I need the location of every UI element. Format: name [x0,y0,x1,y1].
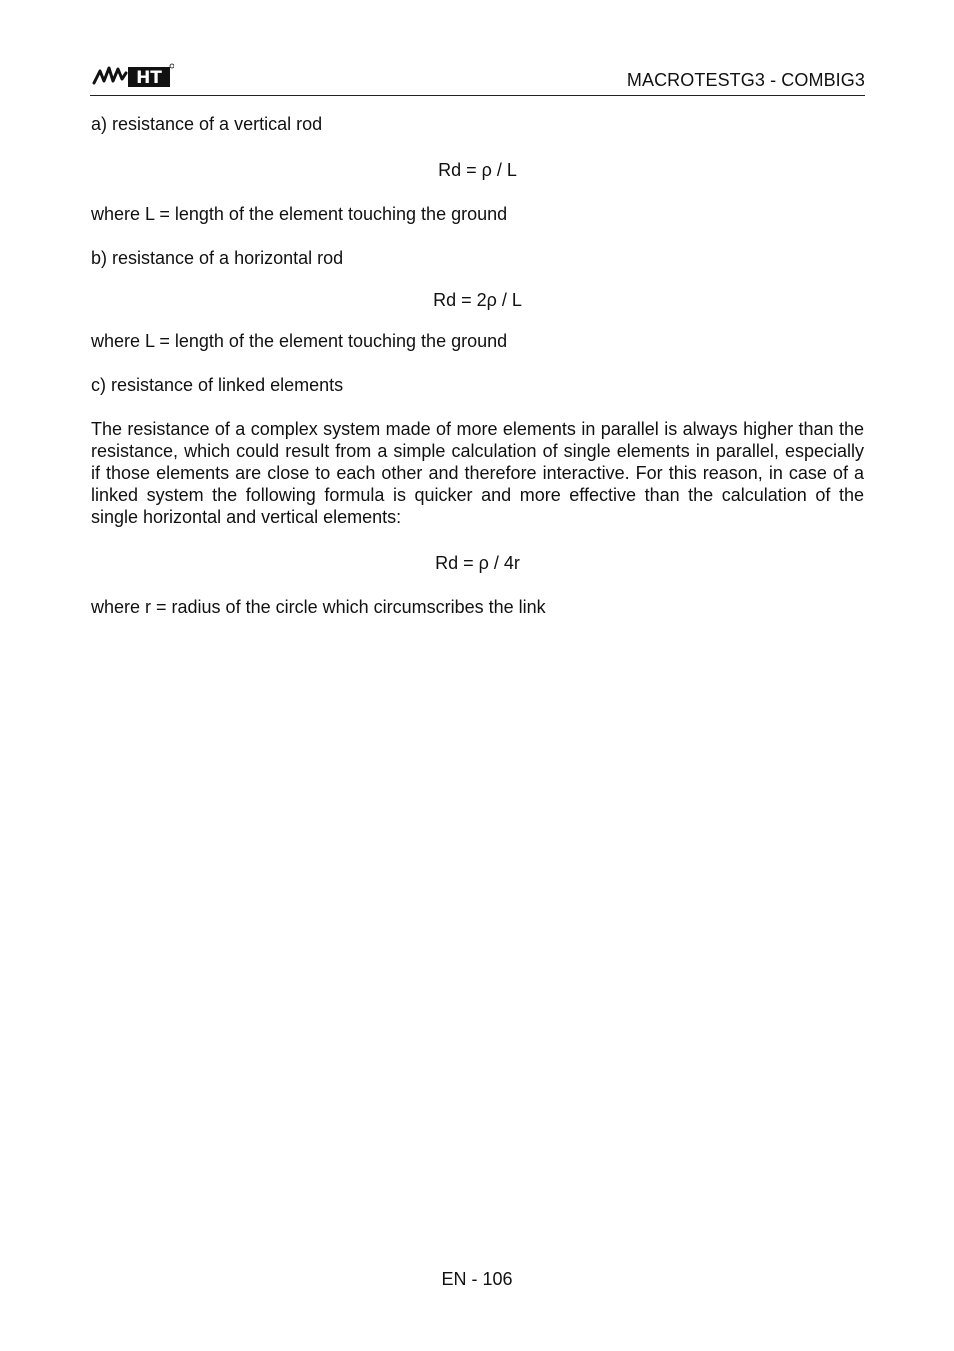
page-number: EN - 106 [441,1269,513,1289]
linked-elements-paragraph: The resistance of a complex system made of more elements in parallel is always higher than the resistance, which could result from a simple calculation of single elements in parallel, especially if those elements are close to each other and therefore interactive. For this reason, in case of a linked system the following formula is quicker and more effective than the calculation of the single horizontal and vertical elements: [91,419,864,527]
where-c-text: where r = radius of the circle which circumscribes the link [91,597,546,617]
where-a-text: where L = length of the element touching the ground [91,204,508,224]
page-header [90,60,865,96]
page-content [91,113,864,618]
ht-logo [92,63,174,89]
item-b-heading: b) resistance of a horizontal rod [91,248,344,268]
document-title: MACROTESTG3 - COMBIG3 [626,70,865,90]
where-b-text: where L = length of the element touching the ground [91,331,508,351]
formula-horizontal-rod: Rd = 2ρ / L [433,290,522,310]
formula-linked-elements: Rd = ρ / 4r [435,553,520,573]
item-c-heading: c) resistance of linked elements [91,375,344,395]
formula-vertical-rod: Rd = ρ / L [438,160,517,180]
logo-text: HT [136,68,162,88]
item-a-heading: a) resistance of a vertical rod [91,114,323,134]
